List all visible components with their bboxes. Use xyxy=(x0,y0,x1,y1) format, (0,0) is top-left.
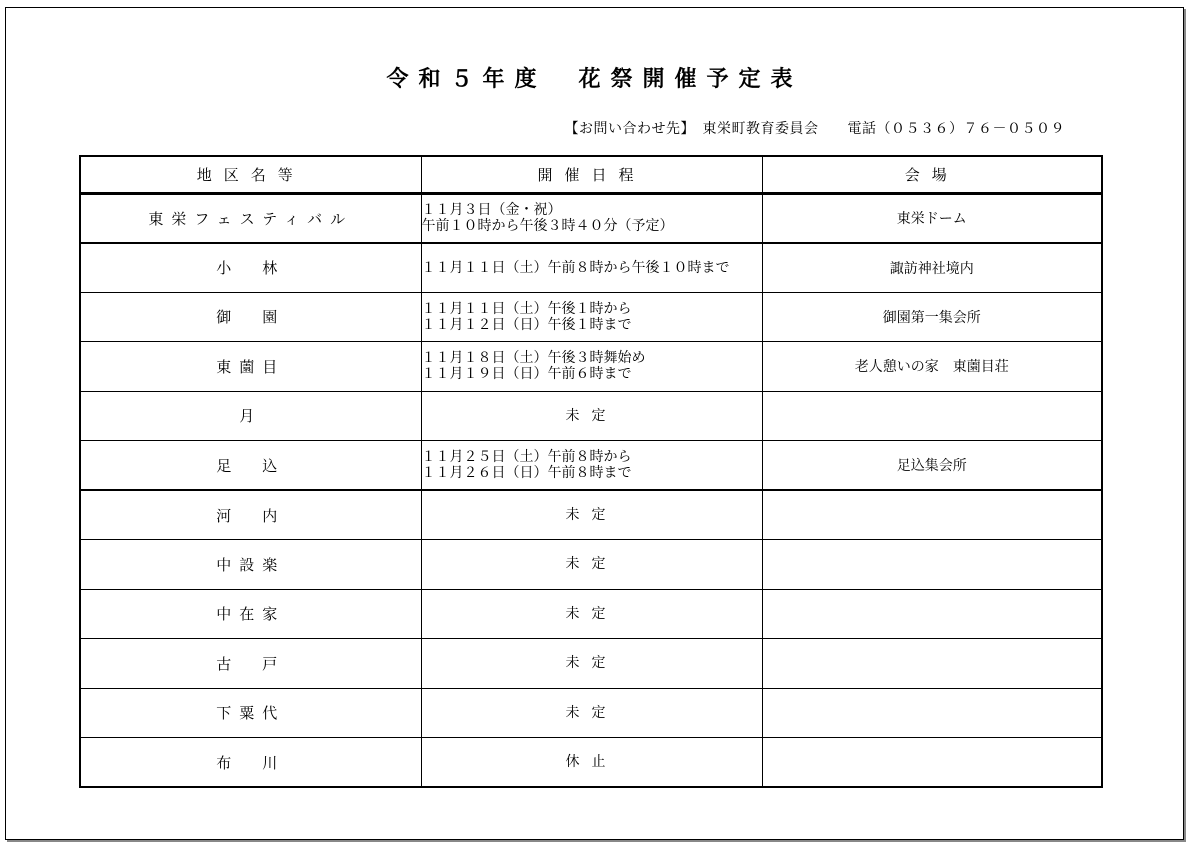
cell-date xyxy=(421,738,762,788)
date-line: 午前１０時から午後３時４０分（予定） xyxy=(421,218,674,235)
cell-venue xyxy=(762,490,1102,540)
table-row xyxy=(80,441,1102,491)
cell-venue xyxy=(762,738,1102,788)
cell-venue: 東栄ドーム xyxy=(762,194,1102,243)
table-row xyxy=(80,342,1102,392)
cell-date xyxy=(421,194,762,243)
cell-date xyxy=(421,441,762,491)
table-row xyxy=(80,243,1102,293)
table-row xyxy=(80,688,1102,738)
cell-venue: 老人憩いの家 東薗目荘 xyxy=(762,342,1102,392)
date-line: １１月１２日（日）午後１時まで xyxy=(421,316,632,333)
cell-venue xyxy=(762,391,1102,441)
cell-date xyxy=(421,391,762,441)
cell-date xyxy=(421,490,762,540)
cell-area: 小 林 xyxy=(80,243,421,293)
cell-venue xyxy=(762,688,1102,738)
date-line: 未定 xyxy=(565,655,618,672)
cell-area: 河 内 xyxy=(80,490,421,540)
table-row xyxy=(80,292,1102,342)
document-title: 令和５年度 花祭開催予定表 xyxy=(386,67,803,92)
date-line: 未定 xyxy=(565,704,618,721)
table-row xyxy=(80,490,1102,540)
date-line: １１月１１日（土）午前８時から午後１０時まで xyxy=(421,259,730,276)
cell-date xyxy=(421,639,762,689)
date-line: 未定 xyxy=(565,407,618,424)
date-line: １１月１９日（日）午前６時まで xyxy=(421,366,632,383)
date-line: １１月２６日（日）午前８時まで xyxy=(421,465,632,481)
contact-info: 【お問い合わせ先】 東栄町教育委員会 電話（０５３６）７６－０５０９ xyxy=(564,121,1065,137)
date-line: １１月１８日（土）午後３時舞始め xyxy=(421,350,646,367)
date-line: 未定 xyxy=(565,556,618,573)
cell-area: 御 園 xyxy=(80,292,421,342)
cell-date xyxy=(421,243,762,293)
cell-venue xyxy=(762,540,1102,590)
cell-venue: 諏訪神社境内 xyxy=(762,243,1102,293)
date-line: 未定 xyxy=(565,507,618,523)
cell-venue xyxy=(762,589,1102,639)
cell-date xyxy=(421,540,762,590)
date-line: １１月３日（金・祝） xyxy=(421,202,562,219)
date-line: 休止 xyxy=(565,754,618,770)
cell-venue: 御園第一集会所 xyxy=(762,292,1102,342)
cell-area: 東薗目 xyxy=(80,342,421,392)
header-date: 開催日程 xyxy=(421,156,762,194)
table-row xyxy=(80,738,1102,788)
cell-area: 中在家 xyxy=(80,589,421,639)
table-row xyxy=(80,391,1102,441)
table-row xyxy=(80,540,1102,590)
date-line: １１月１１日（土）午後１時から xyxy=(421,300,632,317)
cell-area: 足 込 xyxy=(80,441,421,491)
table-header-row xyxy=(80,156,1102,194)
cell-date xyxy=(421,342,762,392)
cell-area: 中設楽 xyxy=(80,540,421,590)
cell-venue: 足込集会所 xyxy=(762,441,1102,491)
cell-area: 布 川 xyxy=(80,738,421,788)
cell-area: 下粟代 xyxy=(80,688,421,738)
schedule-table xyxy=(79,155,1103,788)
date-line: １１月２５日（土）午前８時から xyxy=(421,449,632,465)
date-line: 未定 xyxy=(565,605,618,622)
cell-date xyxy=(421,292,762,342)
table-row xyxy=(80,589,1102,639)
cell-venue xyxy=(762,639,1102,689)
table-row xyxy=(80,639,1102,689)
header-venue: 会場 xyxy=(762,156,1102,194)
cell-area: 東栄フェスティバル xyxy=(80,194,421,243)
cell-area: 月 xyxy=(80,391,421,441)
cell-date xyxy=(421,688,762,738)
cell-area: 古 戸 xyxy=(80,639,421,689)
header-area: 地区名等 xyxy=(80,156,421,194)
cell-date xyxy=(421,589,762,639)
table-row xyxy=(80,194,1102,243)
